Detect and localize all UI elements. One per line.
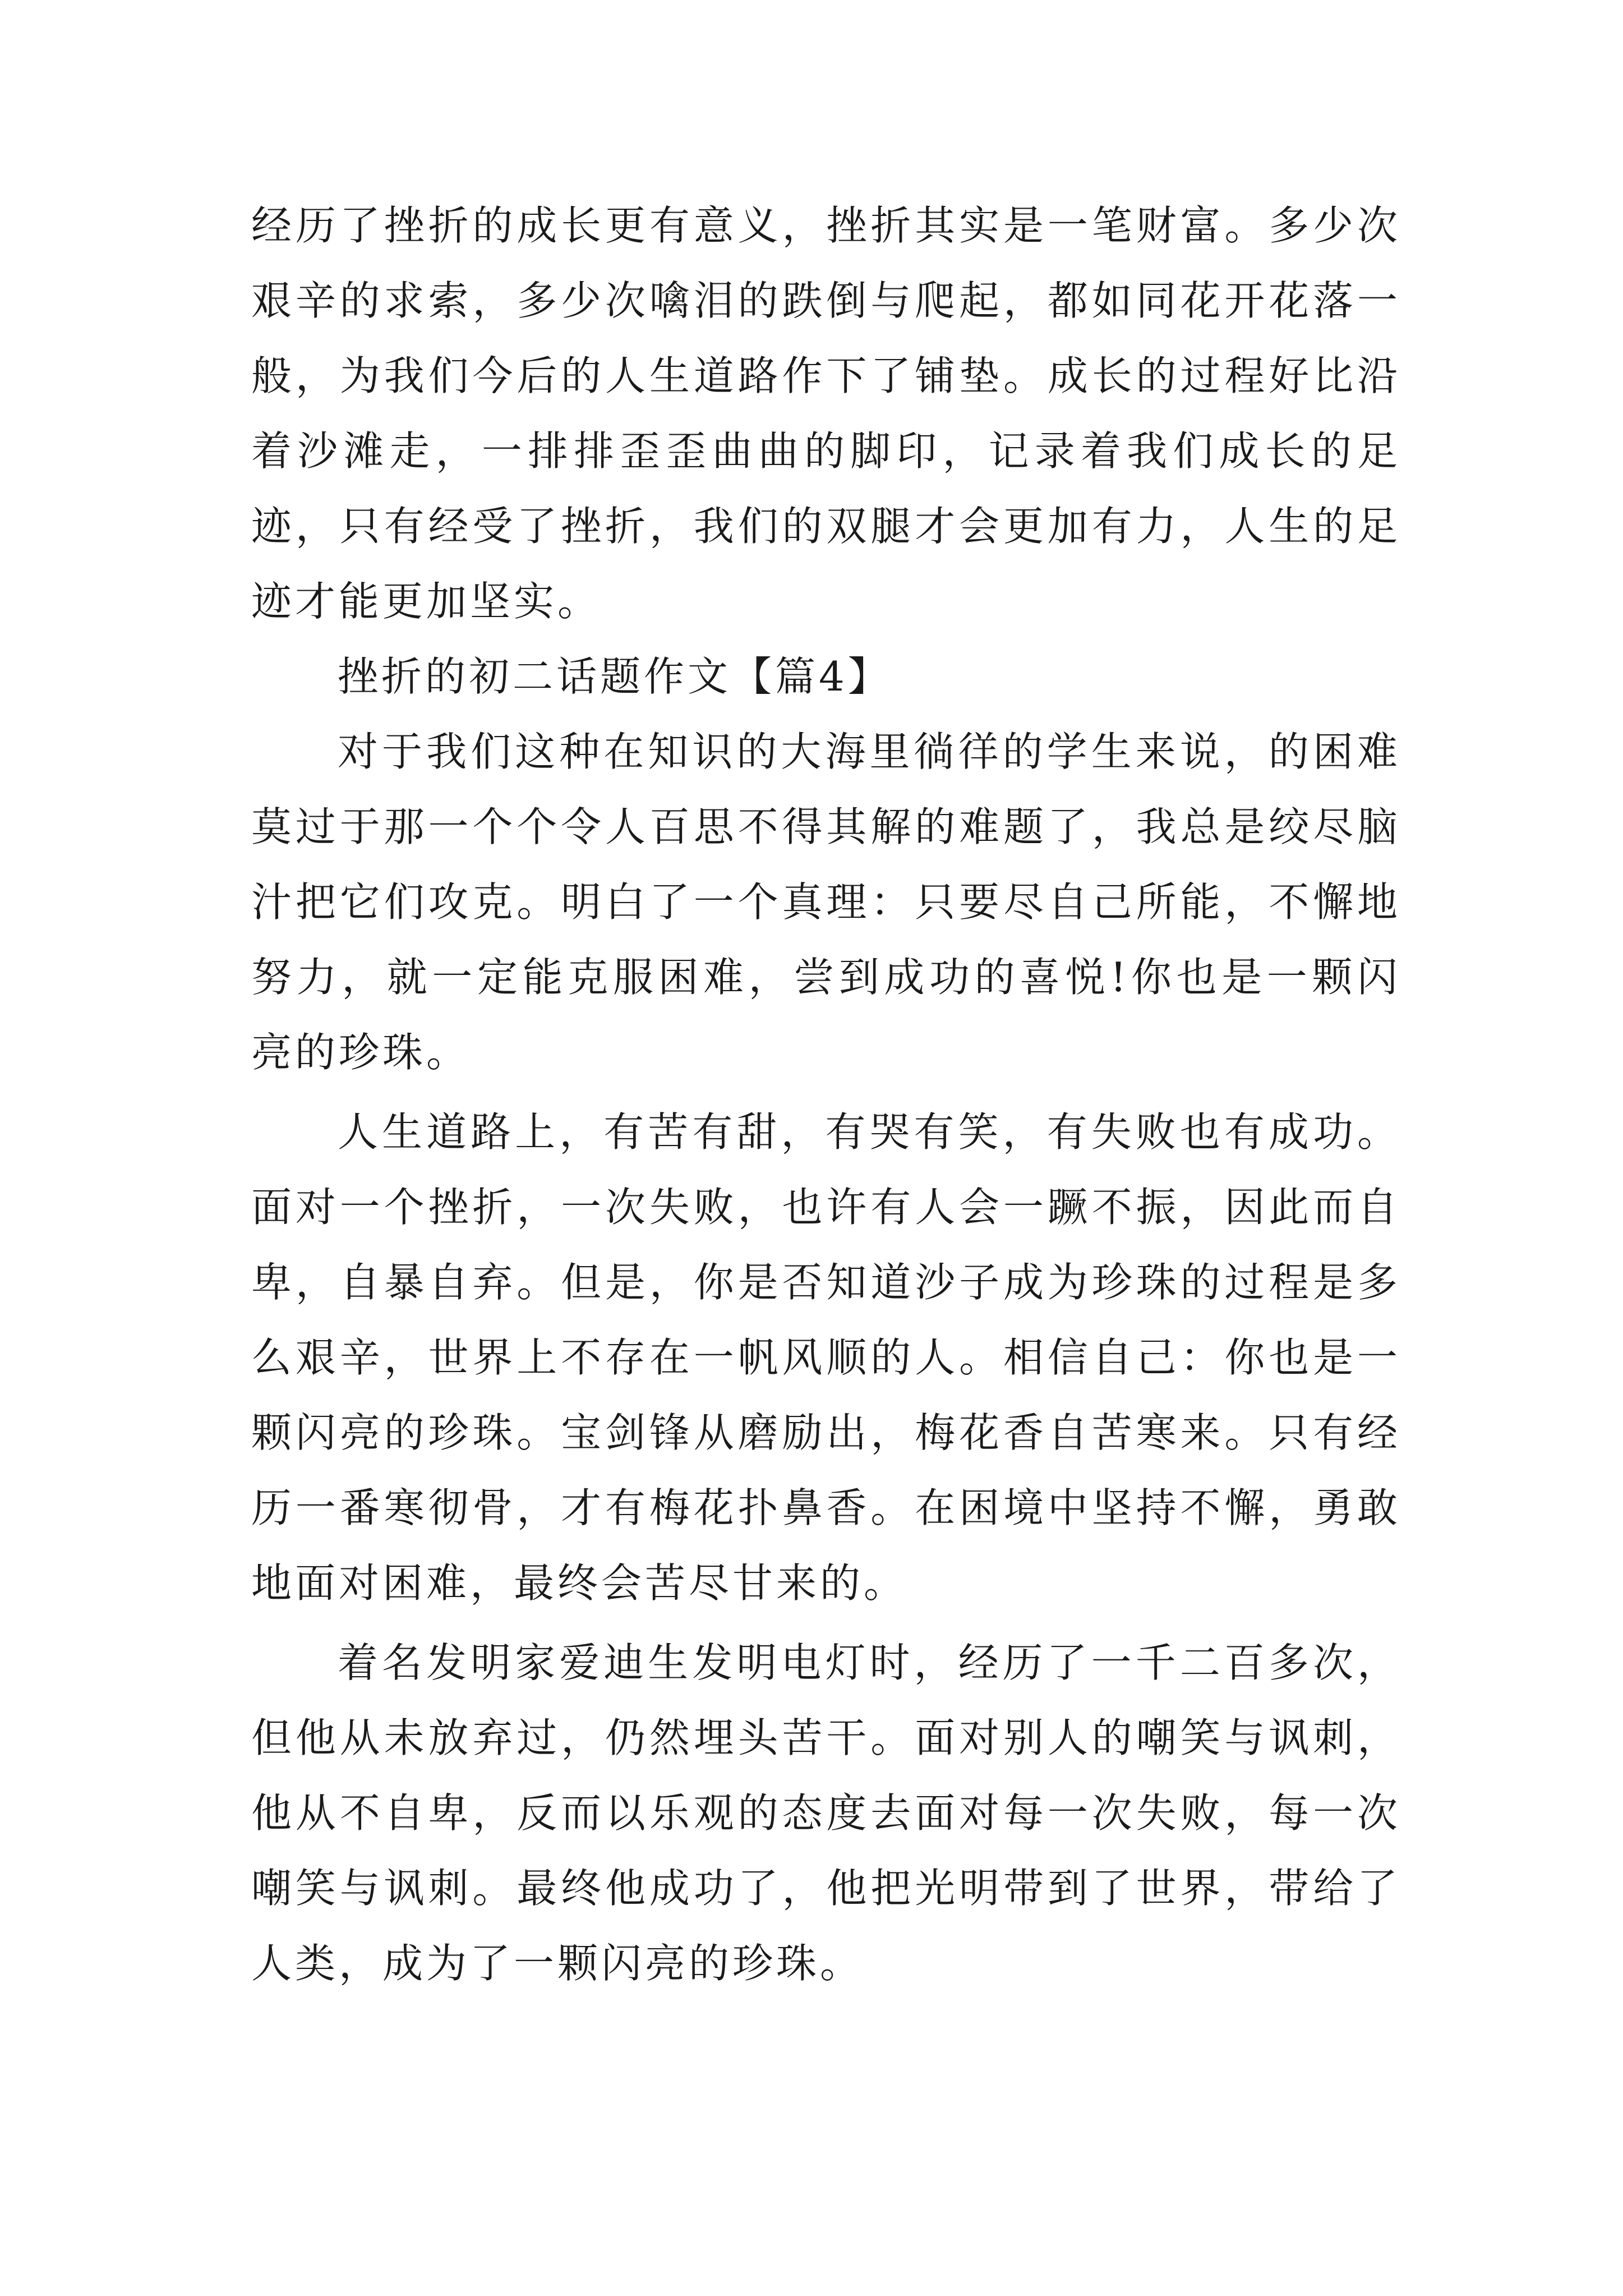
paragraph-2: 人生道路上，有苦有甜，有哭有笑，有失败也有成功。面对一个挫折，一次失败，也许有人会一蹶不振，因此而自卑，自暴自弃。但是，你是否知道沙子成为珍珠的过程是多么艰辛，世界上不存在一帆风顺的人。相信自己：你也是一颗闪亮的珍珠。宝剑锋从磨励出，梅花香自苦寒来。只有经历一番寒彻骨，才有梅花扑鼻香。在困境中坚持不懈，勇敢地面对困难，最终会苦尽甘来的。	[251, 1108, 1401, 1607]
paragraph-continuation: 经历了挫折的成长更有意义，挫折其实是一笔财富。多少次艰辛的求索，多少次噙泪的跌倒与爬起，都如同花开花落一般，为我们今后的人生道路作下了铺垫。成长的过程好比沿着沙滩走，一排排歪歪曲曲的脚印，记录着我们成长的足迹，只有经受了挫折，我们的双腿才会更加有力，人生的足迹才能更加坚实。	[251, 202, 1401, 625]
paragraph-1: 对于我们这种在知识的大海里徜徉的学生来说，的困难莫过于那一个个令人百思不得其解的难题了，我总是绞尽脑汁把它们攻克。明白了一个真理：只要尽自己所能，不懈地努力，就一定能克服困难，尝到成功的喜悦!你也是一颗闪亮的珍珠。	[251, 728, 1401, 1076]
document-body	[251, 188, 1401, 2001]
paragraph-3: 着名发明家爱迪生发明电灯时，经历了一千二百多次，但他从未放弃过，仍然埋头苦干。面对别人的嘲笑与讽刺，他从不自卑，反而以乐观的态度去面对每一次失败，每一次嘲笑与讽刺。最终他成功了，他把光明带到了世界，带给了人类，成为了一颗闪亮的珍珠。	[251, 1639, 1401, 1987]
section-title: 挫折的初二话题作文【篇4】	[338, 653, 892, 700]
